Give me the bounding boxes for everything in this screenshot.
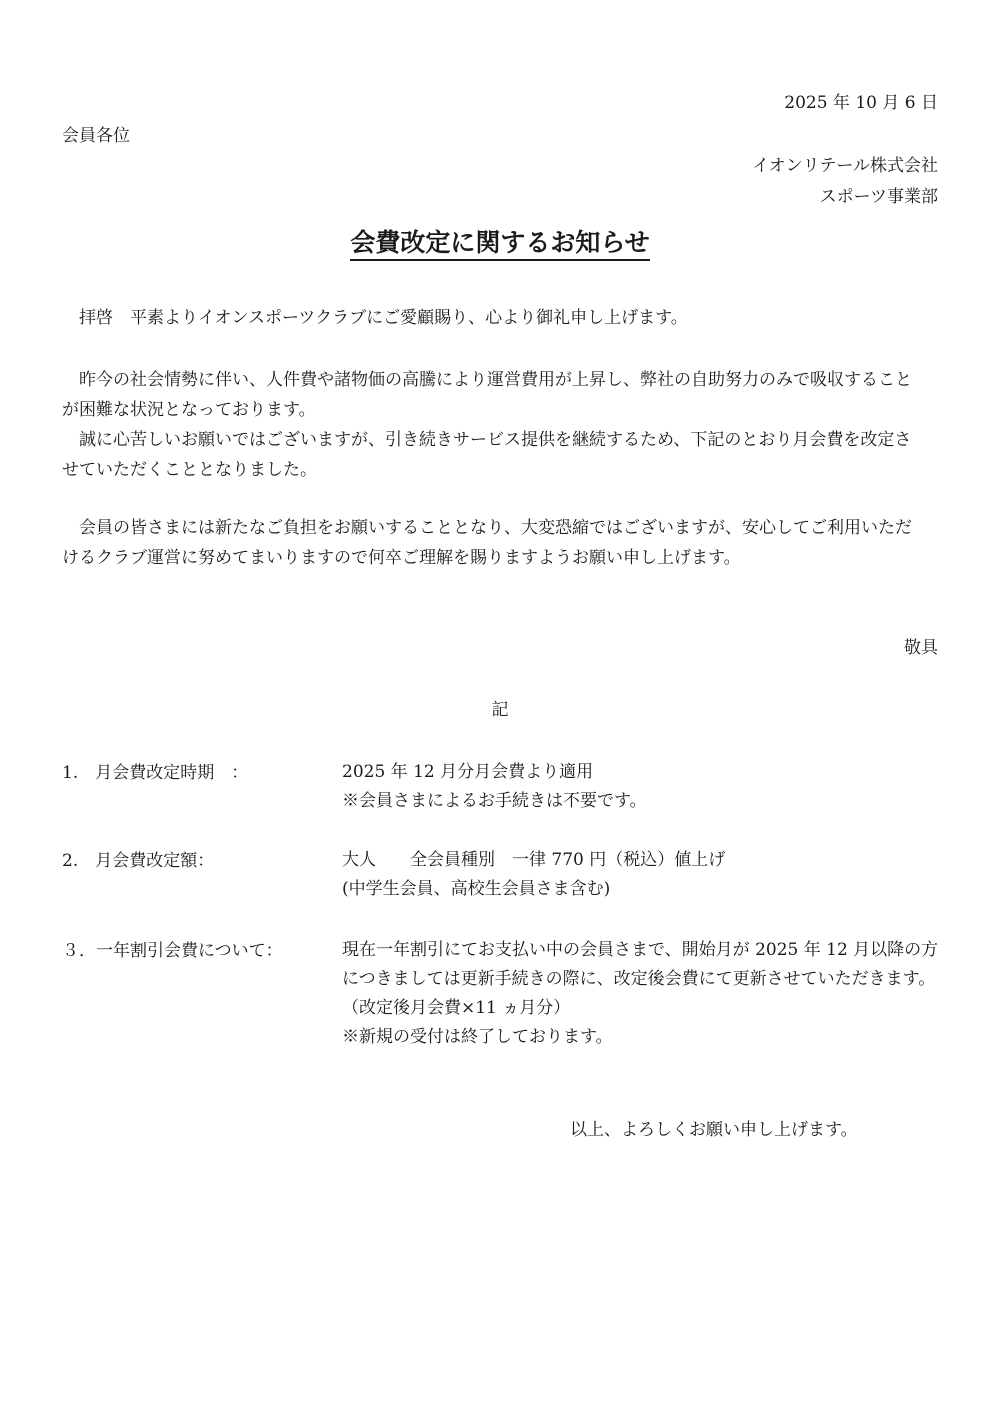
- item-2-line-2: (中学生会員、高校生会員さま含む): [342, 879, 611, 899]
- ending-line: 以上、よろしくお願い申し上げます。: [570, 1120, 858, 1140]
- body-paragraph-2-line-1: 誠に心苦しいお願いではございますが、引き続きサービス提供を継続するため、下記のとおり月会費を改定さ: [79, 430, 912, 450]
- ki-heading: 記: [491, 700, 509, 720]
- item-2-line-1: 大人 全会員種別 一律 770 円（税込）値上げ: [342, 850, 726, 870]
- body-paragraph-3-line-2: けるクラブ運営に努めてまいりますので何卒ご理解を賜りますようお願い申し上げます。: [62, 548, 741, 568]
- item-1-line-1: 2025 年 12 月分月会費より適用: [342, 762, 594, 782]
- body-paragraph-2: [62, 425, 942, 485]
- item-3-value: [342, 936, 938, 1052]
- body-paragraph-1: [62, 365, 942, 425]
- page-title: [0, 228, 1000, 261]
- body-paragraph-1-line-2: が困難な状況となっております。: [62, 400, 316, 420]
- item-3-line-4: ※新規の受付は終了しております。: [342, 1027, 613, 1047]
- body-paragraph-1-line-1: 昨今の社会情勢に伴い、人件費や諸物価の高騰により運営費用が上昇し、弊社の自助努力のみで吸収すること: [79, 370, 912, 390]
- document-date: 2025 年 10 月 6 日: [784, 93, 938, 113]
- item-3-line-1: 現在一年割引にてお支払い中の会員さまで、開始月が 2025 年 12 月以降の方: [342, 940, 939, 960]
- item-3-line-2: につきましては更新手続きの際に、改定後会費にて更新させていただきます。: [342, 969, 936, 989]
- item-2-label: 2. 月会費改定額：: [62, 851, 215, 871]
- recipient: 会員各位: [62, 126, 130, 146]
- closing-keigu: 敬具: [904, 638, 938, 658]
- item-3-line-3: （改定後月会費×11 ヵ月分）: [342, 998, 571, 1018]
- department-name: スポーツ事業部: [819, 187, 938, 207]
- body-paragraph-3: [62, 513, 942, 573]
- item-2-value: [342, 846, 725, 904]
- company-name: イオンリテール株式会社: [752, 156, 938, 176]
- item-1-line-2: ※会員さまによるお手続きは不要です。: [342, 791, 647, 811]
- body-paragraph-3-line-1: 会員の皆さまには新たなご負担をお願いすることとなり、大変恐縮ではございますが、安心してご利用いただ: [79, 518, 912, 538]
- item-3-label: ３．一年割引会費について：: [62, 941, 283, 961]
- page-title-text: 会費改定に関するお知らせ: [350, 228, 649, 261]
- item-1-value: [342, 758, 647, 816]
- body-paragraph-2-line-2: せていただくこととなりました。: [62, 460, 317, 480]
- greeting-paragraph: 拝啓 平素よりイオンスポーツクラブにご愛顧賜り、心より御礼申し上げます。: [79, 308, 688, 328]
- item-1-label: 1. 月会費改定時期 ：: [62, 763, 249, 783]
